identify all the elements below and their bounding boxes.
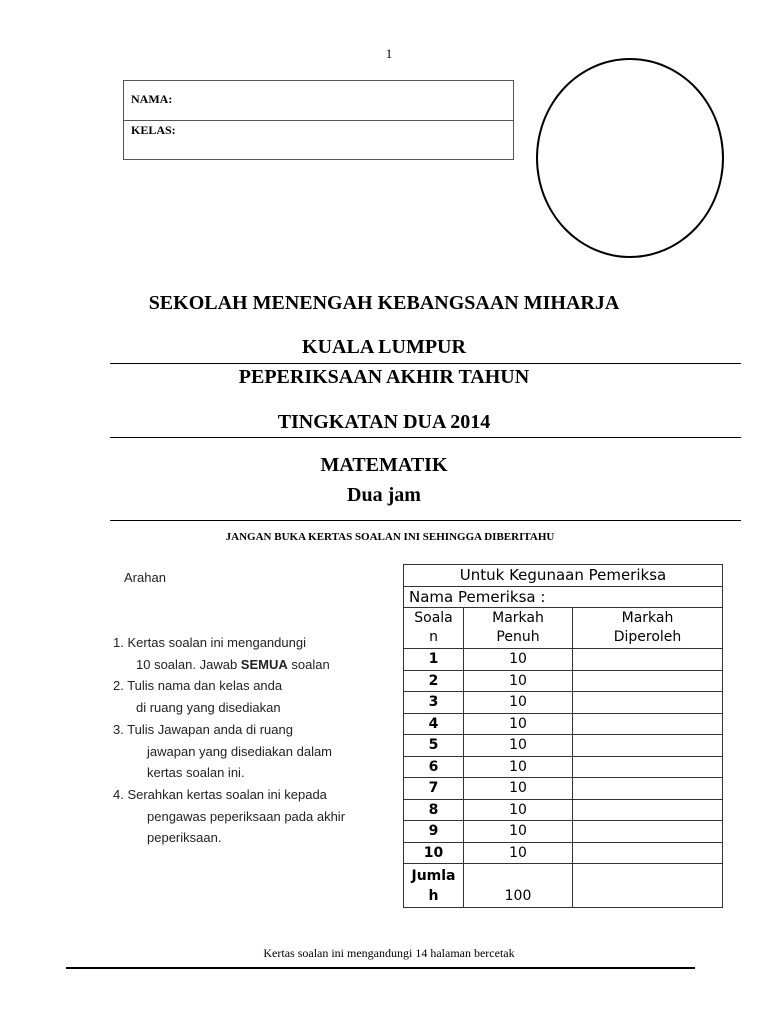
- question-number: 4: [404, 713, 464, 735]
- question-number: 6: [404, 756, 464, 778]
- instructions-list: [113, 632, 403, 849]
- full-mark: 10: [464, 842, 573, 864]
- obtained-mark-cell[interactable]: [573, 649, 723, 671]
- table-row: [404, 821, 723, 843]
- instruction-line: 1. Kertas soalan ini mengandungi: [113, 635, 306, 650]
- full-mark: 10: [464, 649, 573, 671]
- footer-note: Kertas soalan ini mengandungi 14 halaman bercetak: [263, 946, 515, 960]
- col-full-header: Markah Penuh: [464, 608, 573, 649]
- bottom-divider: [66, 967, 695, 969]
- form-title: TINGKATAN DUA 2014: [277, 411, 491, 433]
- table-row: [404, 713, 723, 735]
- question-number: 2: [404, 670, 464, 692]
- table-row: [404, 799, 723, 821]
- divider: [110, 520, 741, 521]
- obtained-mark-cell[interactable]: [573, 713, 723, 735]
- school-name: SEKOLAH MENENGAH KEBANGSAAN MIHARJA: [148, 292, 620, 314]
- instruction-line: 2. Tulis nama dan kelas anda: [113, 678, 283, 694]
- city-name: KUALA LUMPUR: [302, 336, 466, 358]
- instruction-line: 10 soalan. Jawab SEMUA soalan: [136, 656, 330, 672]
- student-info-box: [123, 80, 514, 160]
- question-number: 1: [404, 649, 464, 671]
- full-mark: 10: [464, 821, 573, 843]
- full-mark: 10: [464, 799, 573, 821]
- divider: [110, 437, 741, 438]
- table-row: [404, 842, 723, 864]
- name-field[interactable]: NAMA:: [124, 81, 513, 121]
- full-mark: 10: [464, 778, 573, 800]
- full-mark: 10: [464, 713, 573, 735]
- col-question-header: Soala n: [404, 608, 464, 649]
- total-obtained-cell[interactable]: [573, 864, 723, 908]
- full-mark: 10: [464, 692, 573, 714]
- class-field[interactable]: KELAS:: [131, 123, 176, 137]
- warning-text: JANGAN BUKA KERTAS SOALAN INI SEHINGGA DIBERITAHU: [225, 531, 555, 543]
- instructions-heading: Arahan: [124, 570, 166, 585]
- obtained-mark-cell[interactable]: [573, 821, 723, 843]
- instruction-line: peperiksaan.: [147, 830, 222, 846]
- instruction-line: pengawas peperiksaan pada akhir: [147, 808, 346, 824]
- table-row: [404, 692, 723, 714]
- exam-title: PEPERIKSAAN AKHIR TAHUN: [238, 366, 530, 388]
- question-number: 9: [404, 821, 464, 843]
- instruction-line: jawapan yang disediakan dalam: [147, 743, 333, 759]
- question-number: 7: [404, 778, 464, 800]
- col-obtained-header: Markah Diperoleh: [573, 608, 723, 649]
- instruction-line: kertas soalan ini.: [147, 765, 245, 781]
- obtained-mark-cell[interactable]: [573, 799, 723, 821]
- table-row: [404, 649, 723, 671]
- total-label: Jumla h: [404, 864, 464, 908]
- question-number: 8: [404, 799, 464, 821]
- question-number: 5: [404, 735, 464, 757]
- divider: [110, 363, 741, 364]
- examiner-name-field[interactable]: Nama Pemeriksa :: [404, 586, 723, 608]
- page-number: 1: [385, 46, 393, 61]
- table-row: [404, 735, 723, 757]
- question-number: 3: [404, 692, 464, 714]
- obtained-mark-cell[interactable]: [573, 670, 723, 692]
- table-title: Untuk Kegunaan Pemeriksa: [404, 565, 723, 587]
- obtained-mark-cell[interactable]: [573, 842, 723, 864]
- instruction-line: 4. Serahkan kertas soalan ini kepada: [113, 786, 327, 802]
- table-row: [404, 670, 723, 692]
- total-row: [404, 864, 723, 908]
- full-mark: 10: [464, 670, 573, 692]
- photo-oval: [536, 58, 724, 258]
- full-mark: 10: [464, 735, 573, 757]
- examiner-mark-table: [403, 564, 723, 908]
- instruction-line: di ruang yang disediakan: [136, 700, 281, 716]
- table-row: [404, 756, 723, 778]
- total-full-mark: 100: [464, 864, 573, 908]
- table-row: [404, 778, 723, 800]
- question-number: 10: [404, 842, 464, 864]
- obtained-mark-cell[interactable]: [573, 735, 723, 757]
- obtained-mark-cell[interactable]: [573, 692, 723, 714]
- instruction-line: 3. Tulis Jawapan anda di ruang: [113, 721, 293, 737]
- subject-title: MATEMATIK: [320, 454, 448, 476]
- obtained-mark-cell[interactable]: [573, 756, 723, 778]
- full-mark: 10: [464, 756, 573, 778]
- duration-title: Dua jam: [347, 484, 421, 506]
- obtained-mark-cell[interactable]: [573, 778, 723, 800]
